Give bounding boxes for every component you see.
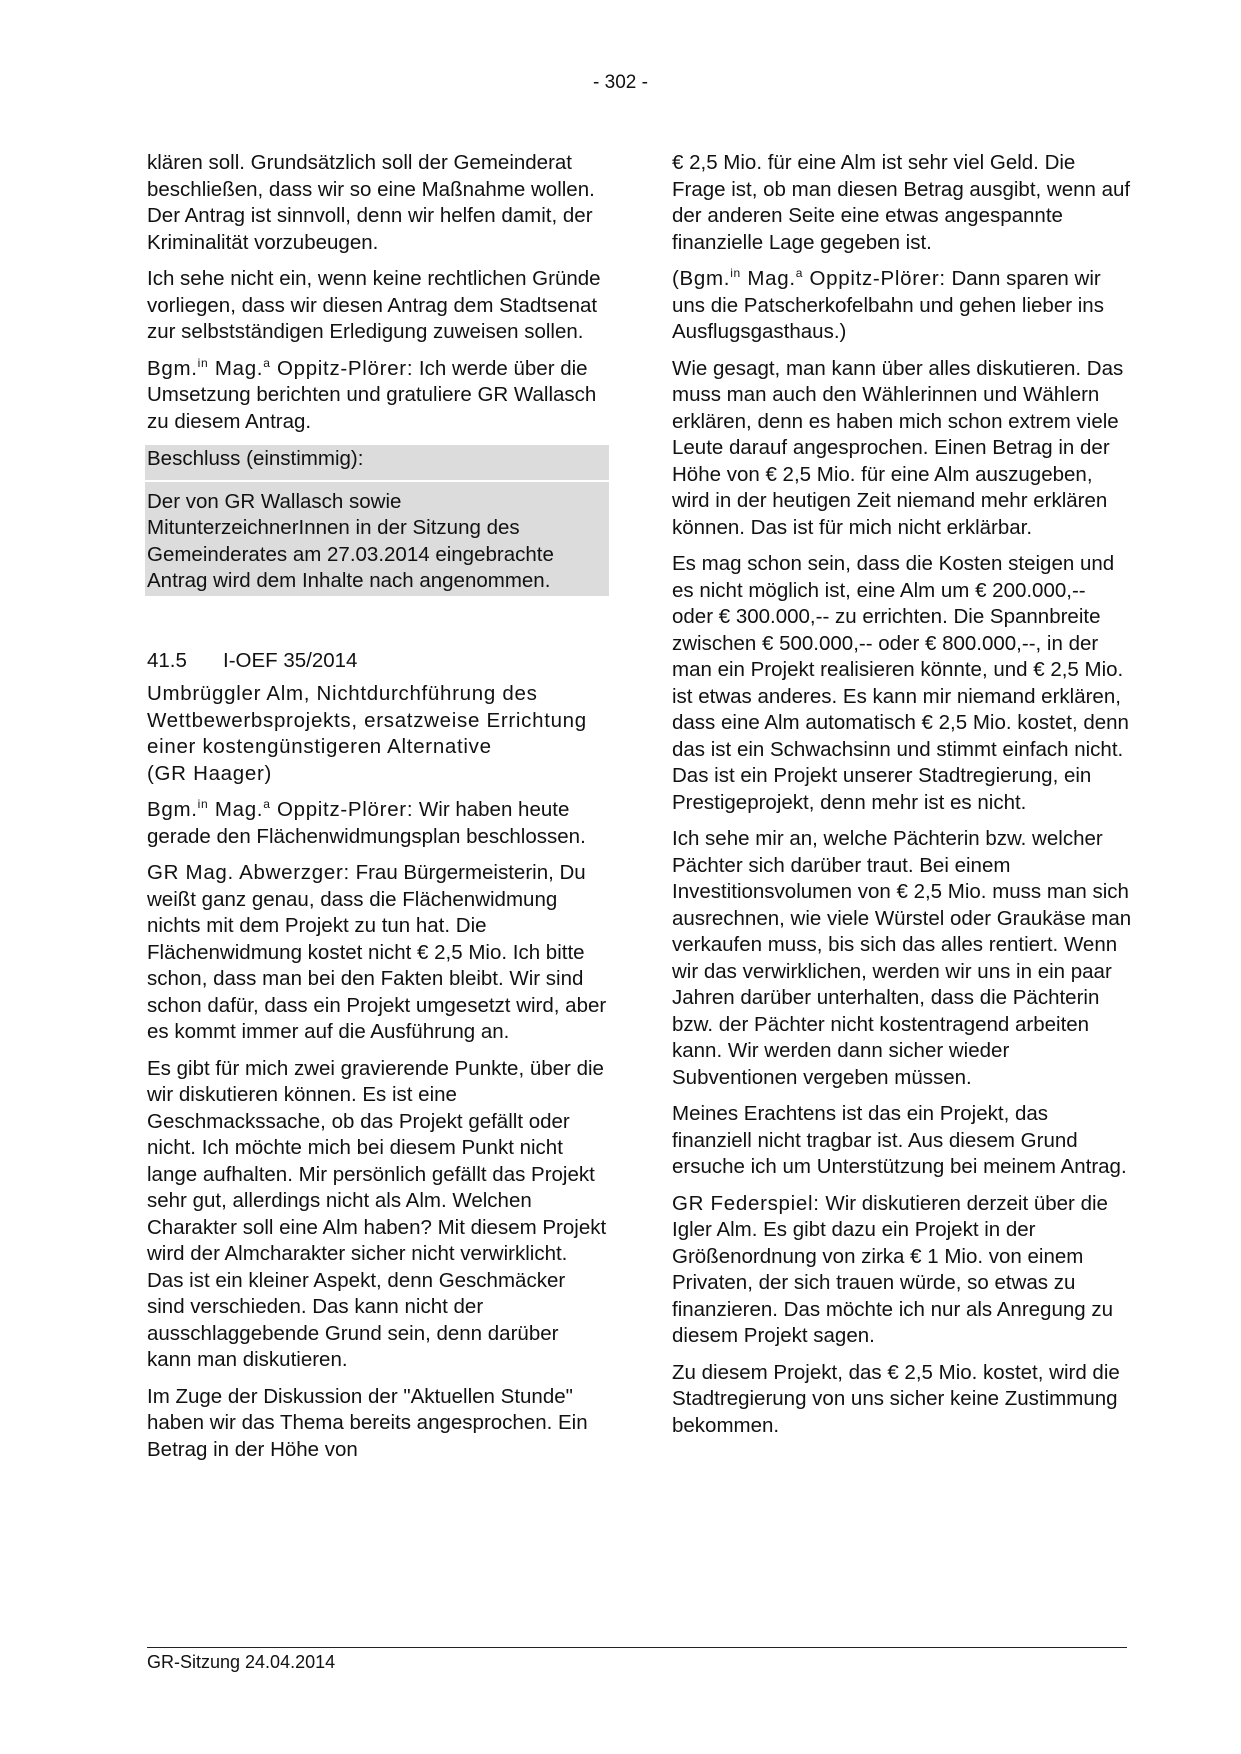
speaker: GR Mag. Abwerzger:	[147, 861, 350, 884]
left-column	[147, 150, 607, 1473]
paragraph	[147, 356, 607, 436]
resolution-box	[145, 445, 609, 596]
resolution-text: Der von GR Wallasch sowie MitunterzeichnerInnen in der Sitzung des Gemeinderates am 27.03.2014 eingebrachte Antrag wird dem Inhalte nach angenommen.	[147, 489, 554, 592]
paragraph: klären soll. Grundsätzlich soll der Gemeinderat beschließen, dass wir so eine Maßnahme wollen. Der Antrag ist sinnvoll, denn wir helfen damit, der Kriminalität vorzubeugen.	[147, 151, 595, 254]
resolution-heading: Beschluss (einstimmig):	[145, 446, 609, 482]
paragraph: Meines Erachtens ist das ein Projekt, das finanziell nicht tragbar ist. Aus diesem Grund ersuche ich um Unterstützung bei meinem Antrag.	[672, 1102, 1127, 1178]
speaker: (Bgm.$^{in}$ Mag.$^a$ Oppitz-Plörer:	[672, 266, 946, 290]
paragraph: Ich sehe nicht ein, wenn keine rechtlichen Gründe vorliegen, dass wir diesen Antrag dem Stadtsenat zur selbstständigen Erledigung zuweisen sollen.	[147, 267, 601, 343]
paragraph	[147, 860, 607, 1046]
speaker: Bgm.$^{in}$ Mag.$^a$ Oppitz-Plörer:	[147, 797, 414, 821]
speaker: GR Federspiel:	[672, 1191, 820, 1215]
paragraph: € 2,5 Mio. für eine Alm ist sehr viel Geld. Die Frage ist, ob man diesen Betrag ausgibt, wenn auf der anderen Seite eine etwas angespannte finanzielle Lage gegeben ist.	[672, 151, 1131, 254]
right-column	[672, 150, 1132, 1449]
agenda-code: I-OEF 35/2014	[223, 648, 358, 672]
speech-text: Wir diskutieren derzeit über die Igler Alm. Es gibt dazu ein Projekt in der Größenordnung von zirka € 1 Mio. von einem Privaten, der sich trauen würde, so etwas zu finanzieren. Das möchte ich nur als Anregung zu diesem Projekt sagen.	[672, 1191, 1114, 1347]
speech-text: Frau Bürgermeisterin, Du weißt ganz genau, dass die Flächenwidmung nichts mit dem Projekt zu tun hat. Die Flächenwidmung kostet nicht € 2,5 Mio. Ich bitte schon, dass man bei den Fakten bleibt. Wir sind schon dafür, dass ein Projekt umgesetzt wird, aber es kommt immer auf die Ausführung an.	[147, 861, 607, 1043]
speaker: Bgm.$^{in}$ Mag.$^a$ Oppitz-Plörer:	[147, 355, 414, 380]
paragraph: Es gibt für mich zwei gravierende Punkte, über die wir diskutieren können. Es ist eine Geschmackssache, ob das Projekt gefällt oder nicht. Ich möchte mich bei diesem Punkt nicht lange aufhalten. Mir persönlich gefällt das Projekt sehr gut, allerdings nicht als Alm. Welchen Charakter soll eine Alm haben? Mit diesem Projekt wird der Almcharakter sicher nicht verwirklicht. Das ist ein kleiner Aspekt, denn Geschmäcker sind verschieden. Das kann nicht der ausschlaggebende Grund sein, denn darüber kann man diskutieren.	[147, 1056, 607, 1371]
agenda-item	[147, 648, 607, 788]
paragraph: Wie gesagt, man kann über alles diskutieren. Das muss man auch den Wählerinnen und Wählern erklären, denn es haben mich schon extrem viele Leute darauf angesprochen. Einen Betrag in der Höhe von € 2,5 Mio. für eine Alm auszugeben, wird in der heutigen Zeit niemand mehr erklären können. Das ist für mich nicht erklärbar.	[672, 356, 1124, 539]
paragraph: Ich sehe mir an, welche Pächterin bzw. welcher Pächter sich darüber traut. Bei einem Investitionsvolumen von € 2,5 Mio. muss man sich ausrechnen, wie viele Würstel oder Graukäse man verkaufen muss, bis sich das alles rentiert. Wenn wir das verwirklichen, werden wir uns in ein paar Jahren darüber unterhalten, dass die Pächterin bzw. der Pächter nicht kostentragend arbeiten kann. Wir werden dann sicher wieder Subventionen vergeben müssen.	[672, 827, 1132, 1089]
speech-text: Wir haben heute gerade den Flächenwidmungsplan beschlossen.	[147, 798, 586, 848]
agenda-requester: (GR Haager)	[147, 761, 273, 785]
footer-divider	[147, 1647, 1127, 1648]
paragraph	[672, 266, 1132, 346]
agenda-title: Umbrüggler Alm, Nichtdurchführung des Wettbewerbsprojekts, ersatzweise Errichtung einer kostengünstigeren Alternative (GR Haager)	[147, 682, 587, 785]
speech-text: Ich werde über die Umsetzung berichten und gratuliere GR Wallasch zu diesem Antrag.	[147, 356, 597, 433]
paragraph	[147, 797, 607, 850]
paragraph: Es mag schon sein, dass die Kosten steigen und es nicht möglich ist, eine Alm um € 200.000,-- oder € 300.000,-- zu errichten. Die Spannbreite zwischen € 500.000,-- oder € 800.000,--, in der man ein Projekt realisieren könnte, und € 2,5 Mio. ist etwas anderes. Es kann mir niemand erklären, dass eine Alm automatisch € 2,5 Mio. kostet, denn das ist ein Schwachsinn und stimmt einfach nicht. Das ist ein Projekt unserer Stadtregierung, ein Prestigeprojekt, denn mehr ist es nicht.	[672, 552, 1129, 814]
paragraph	[672, 1191, 1132, 1350]
page-number: - 302 -	[593, 72, 648, 93]
paragraph: Im Zuge der Diskussion der "Aktuellen Stunde" haben wir das Thema bereits angesprochen. Ein Betrag in der Höhe von	[147, 1384, 588, 1461]
speech-text: Dann sparen wir uns die Patscherkofelbahn und gehen lieber ins Ausflugsgasthaus.)	[672, 267, 1104, 343]
agenda-number: 41.5	[147, 648, 187, 672]
paragraph: Zu diesem Projekt, das € 2,5 Mio. kostet, wird die Stadtregierung von uns sicher keine Zustimmung bekommen.	[672, 1360, 1120, 1437]
footer-text: GR-Sitzung 24.04.2014	[147, 1652, 336, 1672]
